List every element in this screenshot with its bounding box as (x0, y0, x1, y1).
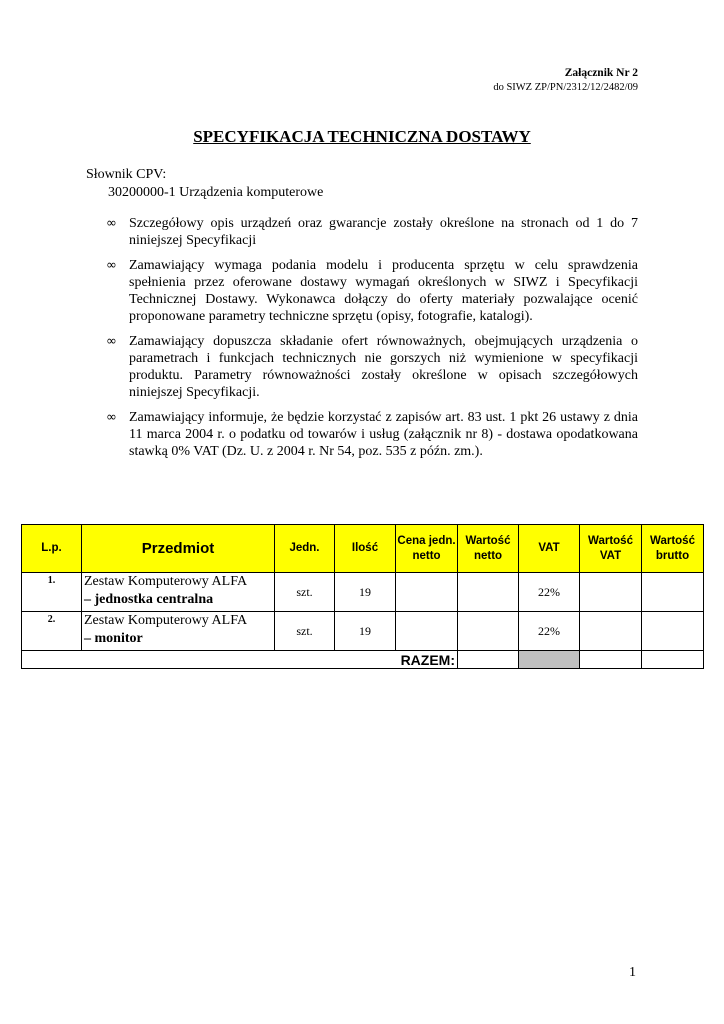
row-qty: 19 (335, 612, 396, 651)
row-net-value-cell[interactable] (458, 612, 519, 651)
bullet-icon: ∞ (106, 258, 117, 273)
row-lp: 2. (22, 612, 82, 651)
table-row (22, 573, 704, 612)
header-item: Przedmiot (82, 525, 275, 573)
total-label: RAZEM: (22, 651, 458, 669)
row-unit: szt. (275, 573, 335, 612)
header-gross-value: Wartość brutto (642, 525, 704, 573)
header-vat: VAT (519, 525, 580, 573)
header-unit: Jedn. (275, 525, 335, 573)
list-item: ∞ Zamawiający wymaga podania modelu i producenta sprzętu w celu sprawdzenia spełnienia przez oferowane dostawy wymagań określonych w SIWZ i Specyfikacji Technicznej Dostawy. Wykonawca dołączy do oferty materiały pozwalające ocenić proponowane parametry techniczne sprzętu (opisy, fotografie, katalogi). (106, 258, 638, 324)
row-item: Zestaw Komputerowy ALFA – monitor (82, 612, 275, 651)
total-vat-disabled-cell (519, 651, 580, 669)
cpv-label: Słownik CPV: (86, 167, 167, 182)
page-number: 1 (629, 965, 636, 980)
row-qty: 19 (335, 573, 396, 612)
attachment-number: Załącznik Nr 2 (564, 67, 638, 79)
bullet-icon: ∞ (106, 410, 117, 425)
list-item: ∞ Zamawiający dopuszcza składanie ofert równoważnych, obejmujących urządzenia o parametrach i funkcjach technicznych nie gorszych niż wymienione w specyfikacji produktu. Parametry równoważności zostały określone w opisach szczegółowych niniejszej Specyfikacji. (106, 334, 638, 400)
table-header-row (22, 525, 704, 573)
cpv-code: 30200000-1 Urządzenia komputerowe (108, 185, 324, 200)
bullet-icon: ∞ (106, 216, 117, 231)
row-unit-price-cell[interactable] (396, 612, 458, 651)
total-net-value-cell[interactable] (458, 651, 519, 669)
row-item: Zestaw Komputerowy ALFA – jednostka centralna (82, 573, 275, 612)
header-qty: Ilość (335, 525, 396, 573)
table-total-row (22, 651, 704, 669)
header-unit-price: Cena jedn. netto (396, 525, 458, 573)
row-vat: 22% (519, 573, 580, 612)
bullet-icon: ∞ (106, 334, 117, 349)
header-lp: L.p. (22, 525, 82, 573)
attachment-header (493, 66, 638, 95)
attachment-reference: do SIWZ ZP/PN/2312/12/2482/09 (493, 82, 638, 93)
total-gross-value-cell[interactable] (642, 651, 704, 669)
row-lp: 1. (22, 573, 82, 612)
total-vat-value-cell[interactable] (580, 651, 642, 669)
requirements-list (106, 215, 638, 468)
row-gross-value-cell[interactable] (642, 573, 704, 612)
list-item: ∞ Szczegółowy opis urządzeń oraz gwarancje zostały określone na stronach od 1 do 7 niniejszej Specyfikacji (106, 216, 638, 248)
pricing-table (21, 524, 704, 669)
row-vat: 22% (519, 612, 580, 651)
table-row (22, 612, 704, 651)
document-title: SPECYFIKACJA TECHNICZNA DOSTAWY (193, 127, 531, 146)
row-gross-value-cell[interactable] (642, 612, 704, 651)
list-item: ∞ Zamawiający informuje, że będzie korzystać z zapisów art. 83 ust. 1 pkt 26 ustawy z dnia 11 marca 2004 r. o podatku od towarów i usług (załącznik nr 8) - dostawa opodatkowana stawką 0% VAT (Dz. U. z 2004 r. Nr 54, poz. 535 z późn. zm.). (106, 410, 638, 459)
row-vat-value-cell[interactable] (580, 612, 642, 651)
row-unit-price-cell[interactable] (396, 573, 458, 612)
cpv-section (86, 166, 323, 202)
header-vat-value: Wartość VAT (580, 525, 642, 573)
row-unit: szt. (275, 612, 335, 651)
row-net-value-cell[interactable] (458, 573, 519, 612)
header-net-value: Wartość netto (458, 525, 519, 573)
row-vat-value-cell[interactable] (580, 573, 642, 612)
